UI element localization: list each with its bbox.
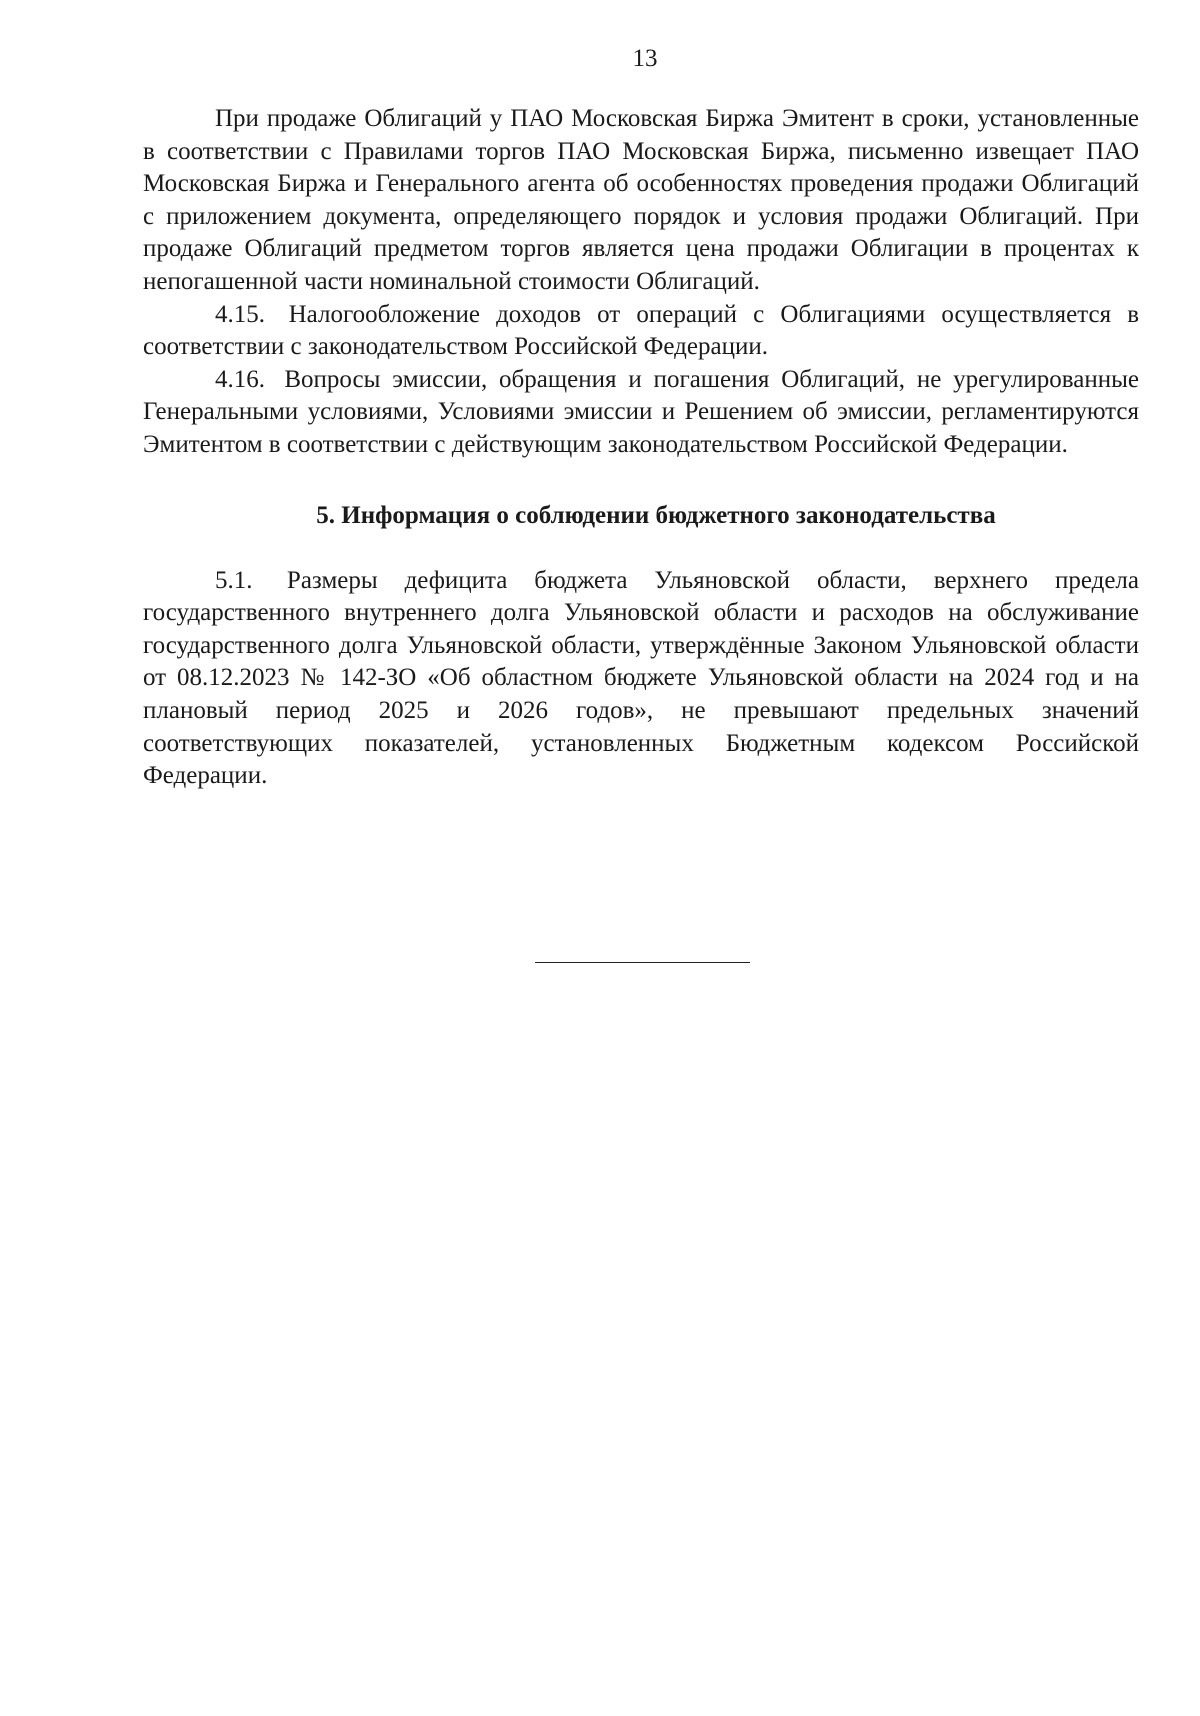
paragraph-4-16 [143, 364, 1139, 462]
end-of-text-rule [535, 962, 750, 963]
paragraph-text: Размеры дефицита бюджета Ульяновской области, верхнего предела государственного внутреннего долга Ульяновской области и расходов на обслуживание государственного долга Ульяновской области, утверждённые Законом Ульяновской области от 08.12.2023 № 142-ЗО «Об областном бюджете Ульяновской области на 2024 год и на плановый период 2025 и 2026 годов», не превышают предельных значений соответствующих показателей, установленных Бюджетным кодексом Российской Федерации. [143, 566, 1140, 790]
paragraph-4-15 [143, 299, 1139, 364]
paragraph-number: 4.16. [215, 365, 265, 393]
paragraph-text: Налогообложение доходов от операций с Облигациями осуществляется в соответствии с законодательством Российской Федерации. [143, 300, 1139, 361]
paragraph-5-1 [143, 565, 1139, 793]
paragraph-text: При продаже Облигаций у ПАО Московская Биржа Эмитент в сроки, установленные в соответствии с Правилами торгов ПАО Московская Биржа, письменно извещает ПАО Московская Биржа и Генерального агента об особенностях проведения продажи Облигаций с приложением документа, определяющего порядок и условия продажи Облигаций. При продаже Облигаций предметом торгов является цена продажи Облигации в процентах к непогашенной части номинальной стоимости Облигаций. [143, 105, 1139, 295]
document-body [143, 103, 1139, 793]
paragraph-text: Вопросы эмиссии, обращения и погашения Облигаций, не урегулированные Генеральными условиями, Условиями эмиссии и Решением об эмиссии, регламентируются Эмитентом в соответствии с действующим законодательством Российской Федерации. [143, 365, 1140, 458]
paragraph-number: 5.1. [215, 566, 253, 594]
paragraph-bond-sale-moex [143, 103, 1139, 299]
paragraph-number: 4.15. [215, 300, 265, 328]
section-heading: 5. Информация о соблюдении бюджетного законодательства [316, 501, 996, 529]
page-number: 13 [632, 45, 658, 72]
